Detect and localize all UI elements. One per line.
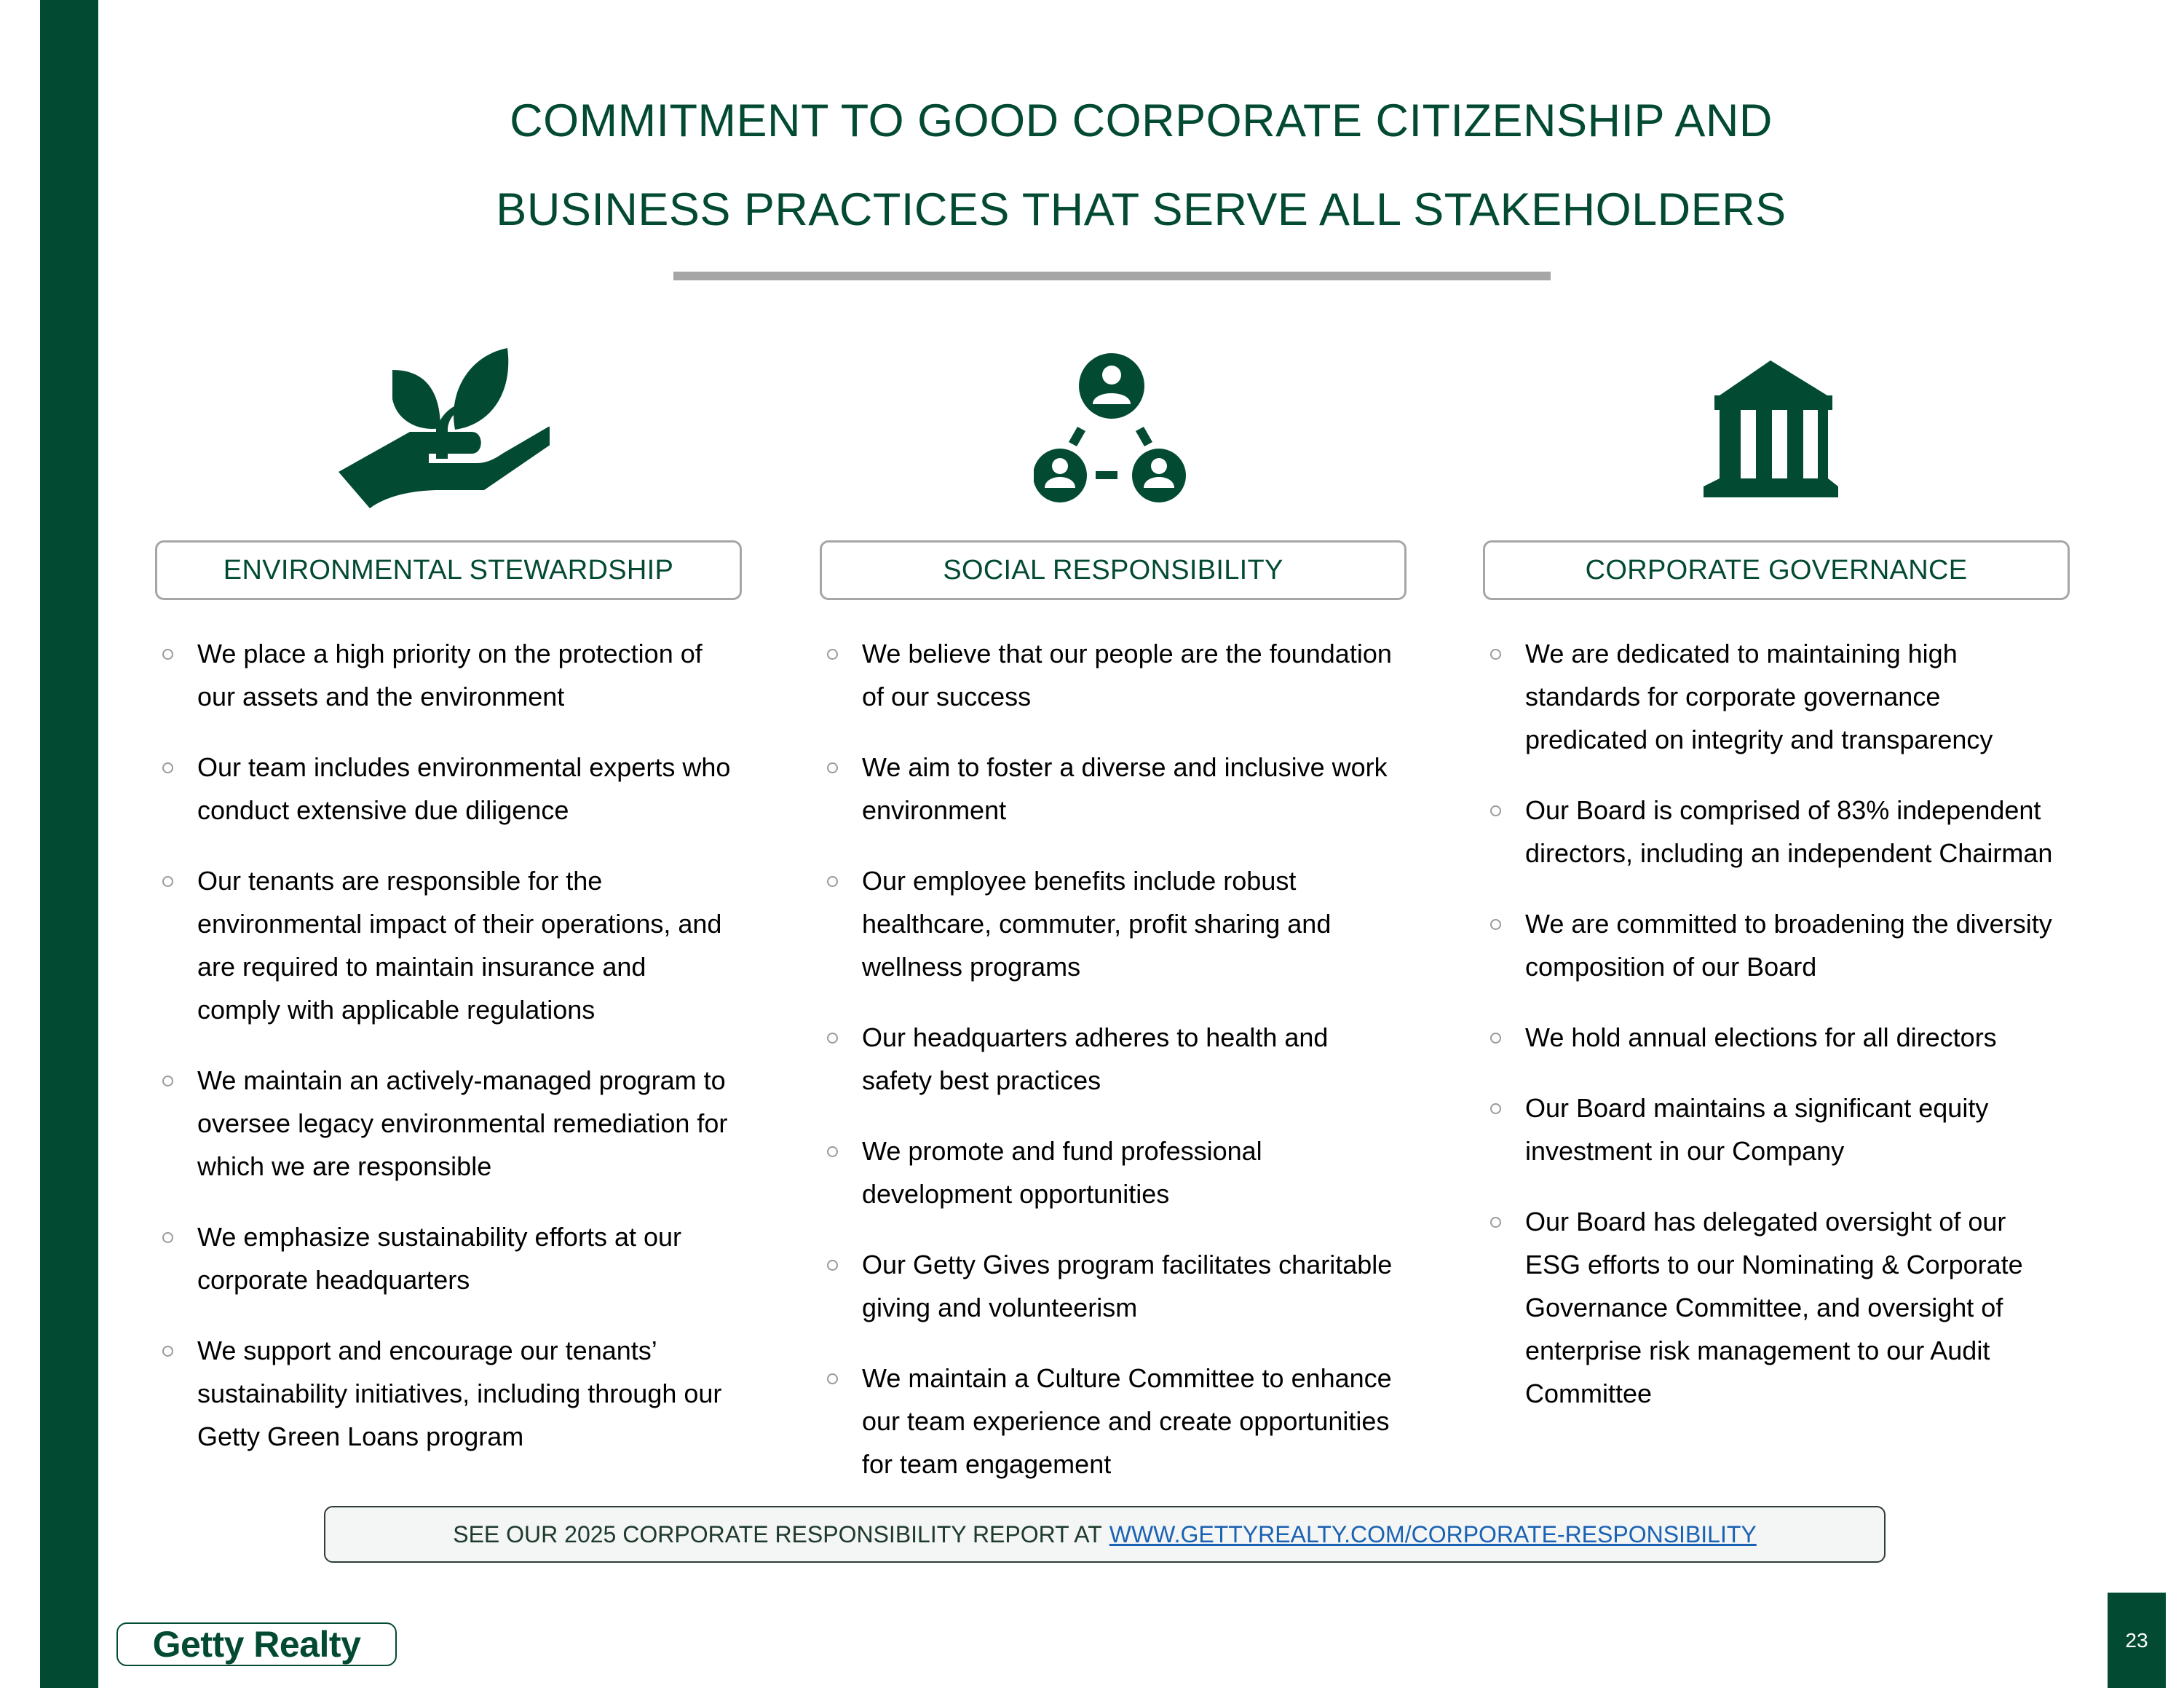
- left-accent-bar: [40, 0, 98, 1688]
- environmental-header: ENVIRONMENTAL STEWARDSHIP: [155, 540, 742, 600]
- list-item: We promote and fund professional development opportunities: [820, 1129, 1406, 1215]
- environmental-bullet-list: [155, 632, 742, 1458]
- hollow-bullet-icon: [162, 876, 173, 887]
- hollow-bullet-icon: [162, 1076, 173, 1086]
- governance-bullet-list: [1483, 632, 2070, 1415]
- list-item: Our Board has delegated oversight of our ESG efforts to our Nominating & Corporate Governance Committee, and oversight of enterprise risk management to our Audit Committee: [1483, 1200, 2070, 1415]
- social-header: SOCIAL RESPONSIBILITY: [820, 540, 1406, 600]
- hollow-bullet-icon: [162, 1232, 173, 1243]
- hollow-bullet-icon: [827, 876, 838, 887]
- people-network-icon: [1034, 353, 1190, 502]
- getty-realty-logo: Getty Realty: [116, 1622, 397, 1666]
- list-item: We maintain a Culture Committee to enhance our team experience and create opportunities for team engagement: [820, 1357, 1406, 1486]
- list-item: We hold annual elections for all directors: [1483, 1016, 2070, 1059]
- environmental-column: [155, 540, 742, 1486]
- list-item: Our headquarters adheres to health and safety best practices: [820, 1016, 1406, 1102]
- list-item: We support and encourage our tenants’ sustainability initiatives, including through our Getty Green Loans program: [155, 1329, 742, 1458]
- hollow-bullet-icon: [1490, 805, 1501, 816]
- report-callout-box: [324, 1506, 1886, 1563]
- hollow-bullet-icon: [1490, 1217, 1501, 1228]
- hollow-bullet-icon: [827, 762, 838, 773]
- hollow-bullet-icon: [827, 649, 838, 660]
- hollow-bullet-icon: [1490, 649, 1501, 660]
- list-item: Our Board maintains a significant equity investment in our Company: [1483, 1086, 2070, 1172]
- list-item: Our team includes environmental experts who conduct extensive due diligence: [155, 746, 742, 832]
- list-item: Our Board is comprised of 83% independent directors, including an independent Chairman: [1483, 789, 2070, 875]
- page-title-line-1: COMMITMENT TO GOOD CORPORATE CITIZENSHIP AND: [510, 95, 1773, 146]
- hollow-bullet-icon: [162, 762, 173, 773]
- list-item: Our employee benefits include robust healthcare, commuter, profit sharing and wellness programs: [820, 859, 1406, 988]
- page-title-line-2: BUSINESS PRACTICES THAT SERVE ALL STAKEHOLDERS: [496, 184, 1787, 235]
- hollow-bullet-icon: [1490, 1103, 1501, 1114]
- hollow-bullet-icon: [162, 1346, 173, 1357]
- list-item: We emphasize sustainability efforts at our corporate headquarters: [155, 1215, 742, 1301]
- hollow-bullet-icon: [827, 1033, 838, 1044]
- governance-column: [1483, 540, 2070, 1443]
- list-item: We place a high priority on the protection of our assets and the environment: [155, 632, 742, 718]
- list-item: We believe that our people are the foundation of our success: [820, 632, 1406, 718]
- hollow-bullet-icon: [827, 1373, 838, 1384]
- social-column: [820, 540, 1406, 1513]
- list-item: We are dedicated to maintaining high standards for corporate governance predicated on integrity and transparency: [1483, 632, 2070, 761]
- corporate-responsibility-link[interactable]: WWW.GETTYREALTY.COM/CORPORATE-RESPONSIBILITY: [1109, 1521, 1757, 1547]
- hollow-bullet-icon: [1490, 919, 1501, 930]
- governance-header: CORPORATE GOVERNANCE: [1483, 540, 2070, 600]
- page-number: 23: [2108, 1593, 2166, 1688]
- government-building-icon: [1693, 353, 1849, 502]
- list-item: Our Getty Gives program facilitates charitable giving and volunteerism: [820, 1243, 1406, 1329]
- hollow-bullet-icon: [162, 649, 173, 660]
- social-bullet-list: [820, 632, 1406, 1486]
- hollow-bullet-icon: [827, 1260, 838, 1271]
- hand-holding-plant-icon: [339, 348, 550, 508]
- list-item: We are committed to broadening the diversity composition of our Board: [1483, 902, 2070, 988]
- list-item: We aim to foster a diverse and inclusive work environment: [820, 746, 1406, 832]
- hollow-bullet-icon: [827, 1146, 838, 1157]
- list-item: Our tenants are responsible for the environmental impact of their operations, and are required to maintain insurance and comply with applicable regulations: [155, 859, 742, 1031]
- title-divider: [673, 272, 1551, 280]
- page-title: [98, 76, 2184, 254]
- hollow-bullet-icon: [1490, 1033, 1501, 1044]
- list-item: We maintain an actively-managed program to oversee legacy environmental remediation for which we are responsible: [155, 1059, 742, 1188]
- report-callout-text: SEE OUR 2025 CORPORATE RESPONSIBILITY REPORT AT: [453, 1521, 1102, 1547]
